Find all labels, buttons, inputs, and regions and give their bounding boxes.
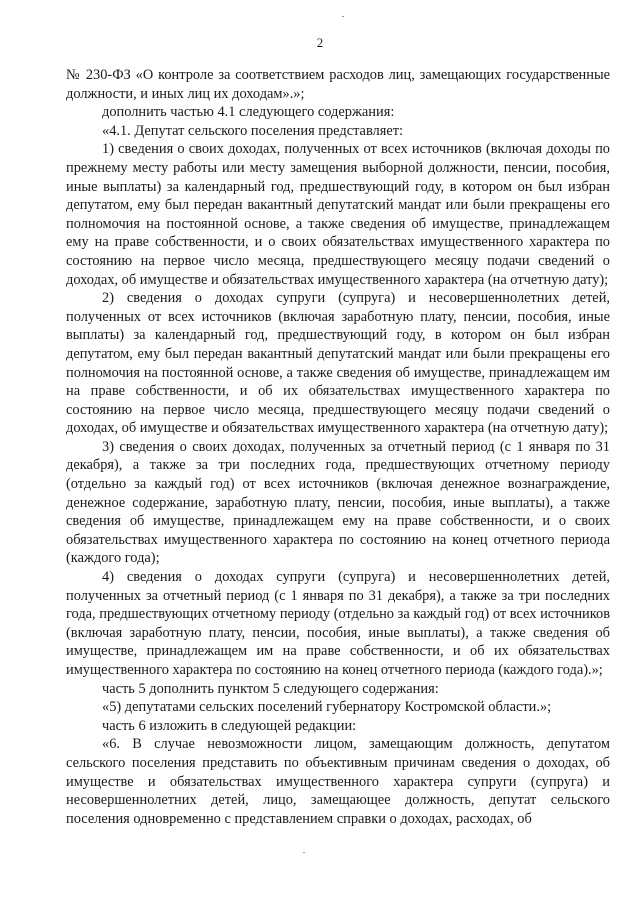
paragraph: «6. В случае невозможности лицом, замещающим должность, депутатом сельского поселения представить по объективным причинам сведения о доходах, об имуществе и обязательствах имущественного характера супруги (супруга) и несовершеннолетних детей, лицо, замещающее должность, депутат сельского поселения одновременно с представлением справки о доходах, расходах, об (66, 736, 610, 827)
paragraph: часть 6 изложить в следующей редакции: (102, 717, 357, 734)
paragraph: № 230-ФЗ «О контроле за соответствием расходов лиц, замещающих государственные должности, и иных лиц их доходам».»; (66, 67, 610, 102)
paragraph: «5) депутатами сельских поселений губернатору Костромской области.»; (102, 699, 552, 716)
paragraph: дополнить частью 4.1 следующего содержания: (102, 104, 395, 121)
scan-speck (342, 16, 344, 17)
page-number: 2 (316, 35, 324, 50)
paragraph: 2) сведения о доходах супруги (супруга) и несовершеннолетних детей, полученных от всех источников (включая заработную плату, пенсии, пособия, иные выплаты) за календарный год, предшествующий году, в котором он был избран депутатом, ему был передан вакантный депутатский мандат или были прекращены его полномочия на постоянной основе, а также сведения об имуществе, принадлежащем им на праве собственности, и об их обязательствах имущественного характера по состоянию на первое число месяца, предшествующего месяцу подачи сведений о доходах, об имуществе и обязательствах имущественного характера (на отчетную дату); (66, 290, 610, 437)
paragraph: 4) сведения о доходах супруги (супруга) и несовершеннолетних детей, полученных за отчетный период (с 1 января по 31 декабря), а также за три последних года, предшествующих отчетному периоду (отдельно за каждый год) от всех источников (включая заработную плату, пенсии, пособия, иные выплаты), а также сведения об имуществе, принадлежащем им на праве собственности, и об их обязательствах имущественного характера по состоянию на конец отчетного периода (каждого года).»; (66, 569, 610, 678)
document-body (66, 66, 610, 828)
paragraph: часть 5 дополнить пунктом 5 следующего содержания: (102, 680, 439, 697)
paragraph: 1) сведения о своих доходах, полученных от всех источников (включая доходы по прежнему месту работы или месту замещения выборной должности, пенсии, пособия, иные выплаты) за календарный год, предшествующий году, в котором он был избран депутатом, ему был передан вакантный депутатский мандат или были прекращены его полномочия на постоянной основе, а также сведения об имуществе, принадлежащем ему на праве собственности, и о своих обязательствах имущественного характера по состоянию на первое число месяца, предшествующего месяцу подачи сведений о доходах, об имуществе и обязательствах имущественного характера (на отчетную дату); (66, 141, 610, 288)
paragraph: «4.1. Депутат сельского поселения представляет: (102, 122, 404, 139)
paragraph: 3) сведения о своих доходах, полученных за отчетный период (с 1 января по 31 декабря), а также за три последних года, предшествующих отчетному периоду (отдельно за каждый год) от всех источников (включая денежное вознаграждение, денежное содержание, заработную плату, пенсии, пособия, иные выплаты), а также сведения об имуществе, принадлежащем ему на праве собственности, и о своих обязательствах имущественного характера по состоянию на конец отчетного периода (каждого года); (66, 438, 610, 567)
scan-speck (303, 852, 305, 853)
